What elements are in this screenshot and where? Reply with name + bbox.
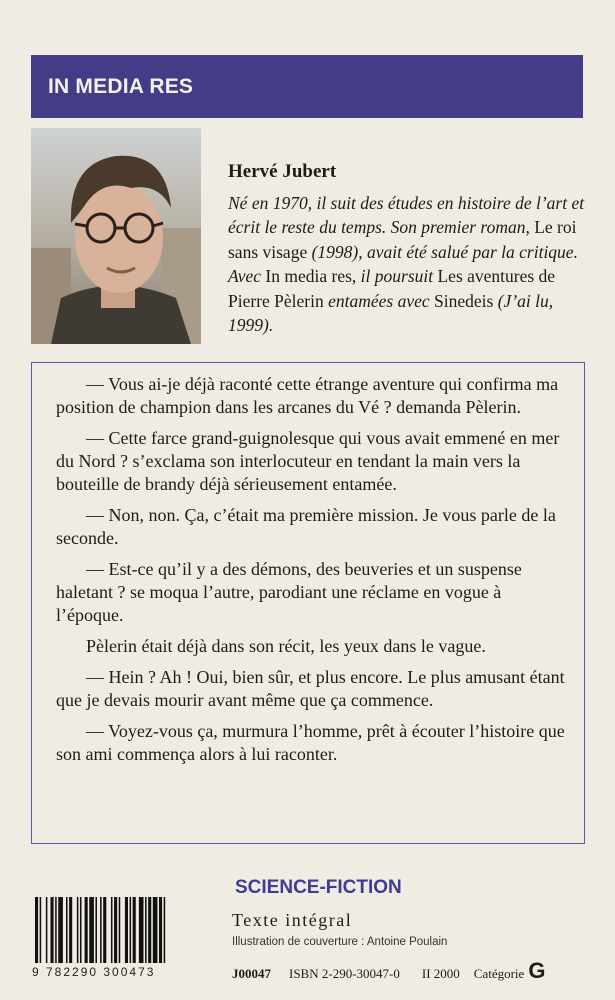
- excerpt-paragraph: — Cette farce grand-guignolesque qui vous avait emmené en mer du Nord ? s’exclama son interlocuteur en tendant la main vers la bouteille de brandy déjà sérieusement entamée.: [56, 428, 560, 494]
- category-value: G: [528, 958, 546, 983]
- excerpt-paragraph: Pèlerin était déjà dans son récit, les yeux dans le vague.: [86, 636, 486, 656]
- bio-book-title: Le roi sans visage: [228, 217, 577, 262]
- series-title: IN MEDIA RES: [48, 74, 194, 98]
- bio-segment: Né en 1970, il suit des études en histoire de l’art et écrit le reste du temps.: [228, 192, 585, 237]
- bio-segment: (J’ai lu, 1999).: [228, 290, 554, 335]
- excerpt-paragraph: — Non, non. Ça, c’était ma première mission. Je vous parle de la seconde.: [56, 505, 556, 548]
- bio-segment: Avec: [228, 266, 262, 286]
- print-date: II 2000: [421, 966, 460, 981]
- bio-book-title: Sinedeis: [429, 290, 494, 311]
- excerpt-paragraph: — Vous ai-je déjà raconté cette étrange aventure qui confirma ma position de champion dans les arcanes du Vé ? demanda Pèlerin.: [56, 374, 559, 417]
- author-bio: [228, 191, 598, 338]
- author-bio-block: [228, 160, 598, 338]
- barcode-digits: 9 782290 300473: [32, 965, 156, 979]
- category-label: Catégorie: [473, 966, 525, 981]
- bio-segment: (1998), avait été salué par la critique.: [307, 241, 578, 262]
- genre-label: SCIENCE-FICTION: [235, 877, 402, 898]
- excerpt-paragraph: — Voyez-vous ça, murmura l’homme, prêt à écouter l’histoire que son ami commença alors à lui raconter.: [56, 721, 565, 764]
- publication-info: [232, 958, 592, 984]
- bio-book-title: Les aventures de Pierre Pèlerin: [228, 266, 556, 311]
- catalog-code: J00047: [232, 966, 271, 981]
- bio-segment: il poursuit: [356, 266, 434, 286]
- illustration-credit: Illustration de couverture : Antoine Poulain: [232, 936, 448, 948]
- bio-segment: entamées avec: [323, 290, 430, 311]
- author-name: Hervé Jubert: [228, 161, 337, 182]
- author-photo: [31, 128, 201, 344]
- excerpt-paragraph: — Est-ce qu’il y a des démons, des beuveries et un suspense haletant ? se moqua l’autre, parodiant une réclame en vogue à l’époque.: [56, 559, 522, 625]
- bio-segment: Son premier roman,: [386, 217, 530, 237]
- series-banner: [31, 55, 583, 118]
- isbn: ISBN 2-290-30047-0: [289, 966, 400, 981]
- barcode-bars: [33, 897, 218, 963]
- bio-book-title: In media res,: [261, 266, 357, 286]
- integral-text-label: Texte intégral: [232, 910, 353, 930]
- excerpt-paragraph: — Hein ? Ah ! Oui, bien sûr, et plus encore. Le plus amusant étant que je devais mourir avant même que ça commence.: [56, 667, 565, 710]
- author-portrait-image: [31, 128, 201, 344]
- excerpt-box: [31, 362, 585, 844]
